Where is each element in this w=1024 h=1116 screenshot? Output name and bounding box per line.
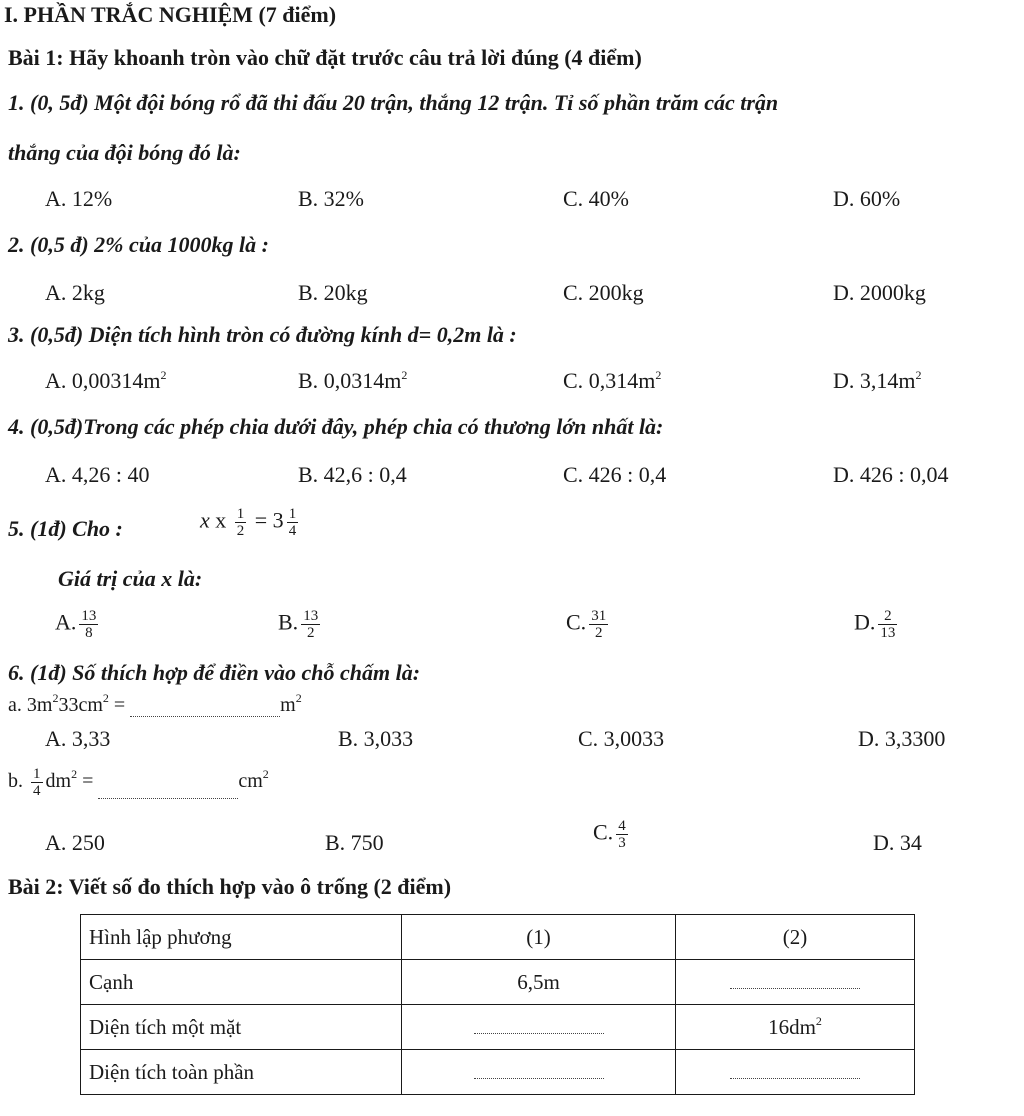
table-cell-blank[interactable] (402, 1005, 676, 1050)
q6a-option-a[interactable]: A. 3,33 (45, 726, 111, 751)
table-row (81, 960, 915, 1005)
q6b-option-d[interactable]: D. 34 (873, 830, 922, 855)
q4-option-c[interactable]: C. 426 : 0,4 (563, 462, 667, 487)
q6b-option-c[interactable]: C. $\frac{4}{3}$ (593, 818, 626, 851)
q3-option-a[interactable]: A. $0,00314m^2$ (45, 368, 167, 393)
q5-equation: x x $\frac{1}{2}$ = 3 $\frac{1}{4}$ (200, 506, 297, 539)
q2-text: 2. (0,5 đ) 2% của 1000kg là : (8, 232, 269, 257)
table-row (81, 1005, 915, 1050)
q2-option-c[interactable]: C. 200kg (563, 280, 644, 305)
q1-option-b[interactable]: B. 32% (298, 186, 364, 211)
q1-option-d[interactable]: D. 60% (833, 186, 901, 211)
q6a-option-d[interactable]: D. 3,3300 (858, 726, 946, 751)
table-row (81, 1050, 915, 1095)
q1-text-line1: 1. (0, 5đ) Một đội bóng rổ đã thi đấu 20 trận, thắng 12 trận. Tỉ số phần trăm các trận (8, 90, 779, 115)
cube-table (80, 914, 915, 1095)
q1-text-line2: thắng của đội bóng đó là: (8, 140, 241, 165)
q6a-option-b[interactable]: B. 3,033 (338, 726, 414, 751)
q6a-option-c[interactable]: C. 3,0033 (578, 726, 665, 751)
q4-option-a[interactable]: A. 4,26 : 40 (45, 462, 150, 487)
q5-prompt: Giá trị của x là: (58, 566, 203, 591)
q4-option-d[interactable]: D. 426 : 0,04 (833, 462, 949, 487)
q5-option-a[interactable]: A. $\frac{13}{8}$ (55, 608, 97, 641)
q2-option-b[interactable]: B. 20kg (298, 280, 368, 305)
q1-option-c[interactable]: C. 40% (563, 186, 629, 211)
q3-option-d[interactable]: D. $3,14m^2$ (833, 368, 922, 393)
table-row-label: Diện tích toàn phần (81, 1050, 402, 1095)
q4-option-b[interactable]: B. 42,6 : 0,4 (298, 462, 407, 487)
q6b-option-b[interactable]: B. 750 (325, 830, 384, 855)
exercise2-title: Bài 2: Viết số đo thích hợp vào ô trống (2 điểm) (8, 874, 452, 899)
q6a-expression: a. $3m^233cm^2 = m^2$ (8, 691, 302, 716)
q5-option-c[interactable]: C. $\frac{31}{2}$ (566, 608, 607, 641)
q4-text: 4. (0,5đ)Trong các phép chia dưới đây, phép chia có thương lớn nhất là: (8, 414, 664, 439)
q6-text: 6. (1đ) Số thích hợp để điền vào chỗ chấm là: (8, 660, 421, 685)
q6b-option-a[interactable]: A. 250 (45, 830, 105, 855)
table-cell-value: 6,5m (402, 960, 676, 1005)
q3-option-c[interactable]: C. $0,314m^2$ (563, 368, 662, 393)
table-header-row (81, 915, 915, 960)
q2-option-d[interactable]: D. 2000kg (833, 280, 926, 305)
q6b-expression: b. $\frac{1}{4}$ $dm^2 = cm^2$ (8, 766, 269, 799)
q3-text: 3. (0,5đ) Diện tích hình tròn có đường kính d= 0,2m là : (8, 322, 517, 347)
q6b-blank[interactable] (98, 782, 238, 799)
q5-option-d[interactable]: D. $\frac{2}{13}$ (854, 608, 896, 641)
table-cell-blank[interactable] (402, 1050, 676, 1095)
exercise1-title: Bài 1: Hãy khoanh tròn vào chữ đặt trước câu trả lời đúng (4 điểm) (8, 45, 642, 70)
table-row-label: Cạnh (81, 960, 402, 1005)
q5-option-b[interactable]: B. $\frac{13}{2}$ (278, 608, 319, 641)
table-header-cell: (2) (676, 915, 915, 960)
table-row-label: Diện tích một mặt (81, 1005, 402, 1050)
section-title: I. PHẦN TRẮC NGHIỆM (7 điểm) (4, 2, 337, 27)
q5-label: 5. (1đ) Cho : (8, 516, 123, 541)
q3-option-b[interactable]: B. $0,0314m^2$ (298, 368, 408, 393)
table-cell-blank[interactable] (676, 1050, 915, 1095)
table-cell-value: $16dm^2$ (676, 1005, 915, 1050)
q1-option-a[interactable]: A. 12% (45, 186, 113, 211)
table-cell-blank[interactable] (676, 960, 915, 1005)
table-header-cell: (1) (402, 915, 676, 960)
q6a-blank[interactable] (130, 700, 280, 717)
table-header-cell: Hình lập phương (81, 915, 402, 960)
q2-option-a[interactable]: A. 2kg (45, 280, 105, 305)
